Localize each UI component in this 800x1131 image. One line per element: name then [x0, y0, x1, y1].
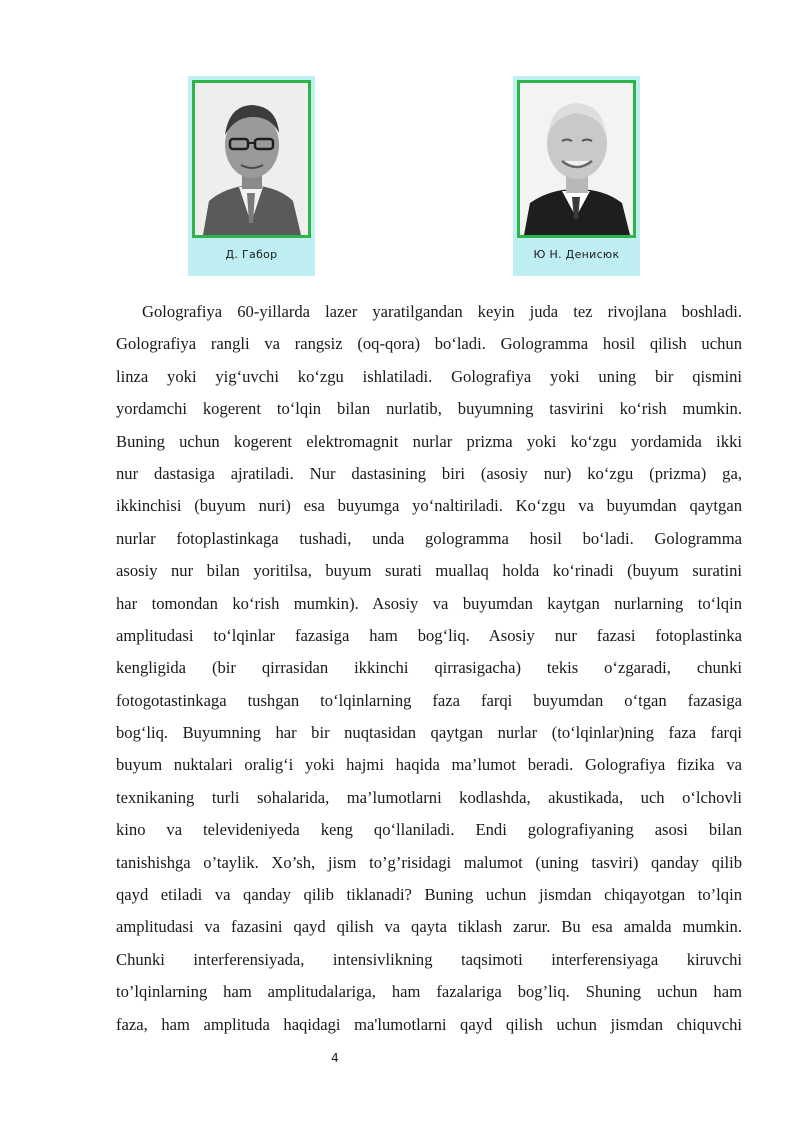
text-line: Chunki interferensiyada, intensivlikning taqsimoti interferensiyaga kiruvchi	[116, 949, 742, 969]
text-line: har tomondan ko‘rish mumkin). Asosiy va buyumdan kaytgan nurlarning to‘lqin	[116, 593, 742, 613]
text-line: linza yoki yig‘uvchi ko‘zgu ishlatiladi. Golografiya yoki uning bir qismini	[116, 366, 742, 386]
text-line: buyum nuktalari oralig‘i yoki hajmi haqida ma’lumot beradi. Golografiya fizika va	[116, 755, 742, 775]
text-line: nur dastasiga ajratiladi. Nur dastasining biri (asosiy nur) ko‘zgu (prizma) ga,	[116, 463, 742, 483]
text-line: amplitudasi va fazasini qayd qilish va qayta tiklash zarur. Bu esa amalda mumkin.	[116, 917, 742, 937]
text-line: kengligida (bir qirrasidan ikkinchi qirrasigacha) tekis o‘zgaradi, chunki	[116, 658, 742, 678]
portrait-caption: Д. Габор	[225, 248, 278, 261]
text-line: qayd etiladi va qanday qilib tiklanadi? Buning uchun jismdan chiqayotgan to’lqin	[116, 885, 742, 905]
text-line: tanishishga o’taylik. Xo’sh, jism to’g’risidagi malumot (uning tasviri) qanday qilib	[116, 852, 742, 872]
text-line: texnikaning turli sohalarida, ma’lumotlarni kodlashda, akustikada, uch o‘lchovli	[116, 787, 742, 807]
text-line: yordamchi kogerent to‘lqin bilan nurlatib, buyumning tasvirini ko‘rish mumkin.	[116, 399, 742, 419]
portrait-gabor	[188, 76, 315, 276]
text-line: nurlar fotoplastinkaga tushadi, unda gologramma hosil bo‘ladi. Gologramma	[116, 528, 742, 548]
portrait-denisyuk	[513, 76, 640, 276]
text-line: kino va televideniyeda keng qo‘llaniladi. Endi golografiyaning asosi bilan	[116, 820, 742, 840]
text-line: Golografiya rangli va rangsiz (oq-qora) bo‘ladi. Gologramma hosil qilish uchun	[116, 334, 742, 354]
portrait-photo-denisyuk	[520, 83, 633, 235]
text-line: Buning uchun kogerent elektromagnit nurlar prizma yoki ko‘zgu yordamida ikki	[116, 431, 742, 451]
portrait-frame	[517, 80, 636, 238]
text-line: to’lqinlarning ham amplitudalariga, ham fazalariga bog’liq. Shuning uchun ham	[116, 982, 742, 1002]
portrait-photo-gabor	[195, 83, 308, 235]
portrait-caption: Ю Н. Денисюк	[533, 248, 620, 261]
text-line: faza, ham amplituda haqidagi ma'lumotlarni qayd qilish uchun jismdan chiquvchi	[116, 1014, 742, 1034]
text-line: Golografiya 60-yillarda lazer yaratilgandan keyin juda tez rivojlana boshladi.	[142, 302, 742, 321]
text-line: amplitudasi to‘lqinlar fazasiga ham bog‘liq. Asosiy nur fazasi fotoplastinka	[116, 625, 742, 645]
text-line: asosiy nur bilan yoritilsa, buyum surati muallaq holda ko‘rinadi (buyum suratini	[116, 561, 742, 581]
page-number: 4	[331, 1051, 339, 1065]
text-line: ikkinchisi (buyum nuri) esa buyumga yo‘naltiriladi. Ko‘zgu va buyumdan qaytgan	[116, 496, 742, 516]
portrait-frame	[192, 80, 311, 238]
text-line: fotogotastinkaga tushgan to‘lqinlarning faza farqi buyumdan o‘tgan fazasiga	[116, 690, 742, 710]
body-paragraph	[116, 296, 742, 1041]
text-line: bog‘liq. Buyumning har bir nuqtasidan qaytgan nurlar (to‘lqinlar)ning faza farqi	[116, 723, 742, 743]
